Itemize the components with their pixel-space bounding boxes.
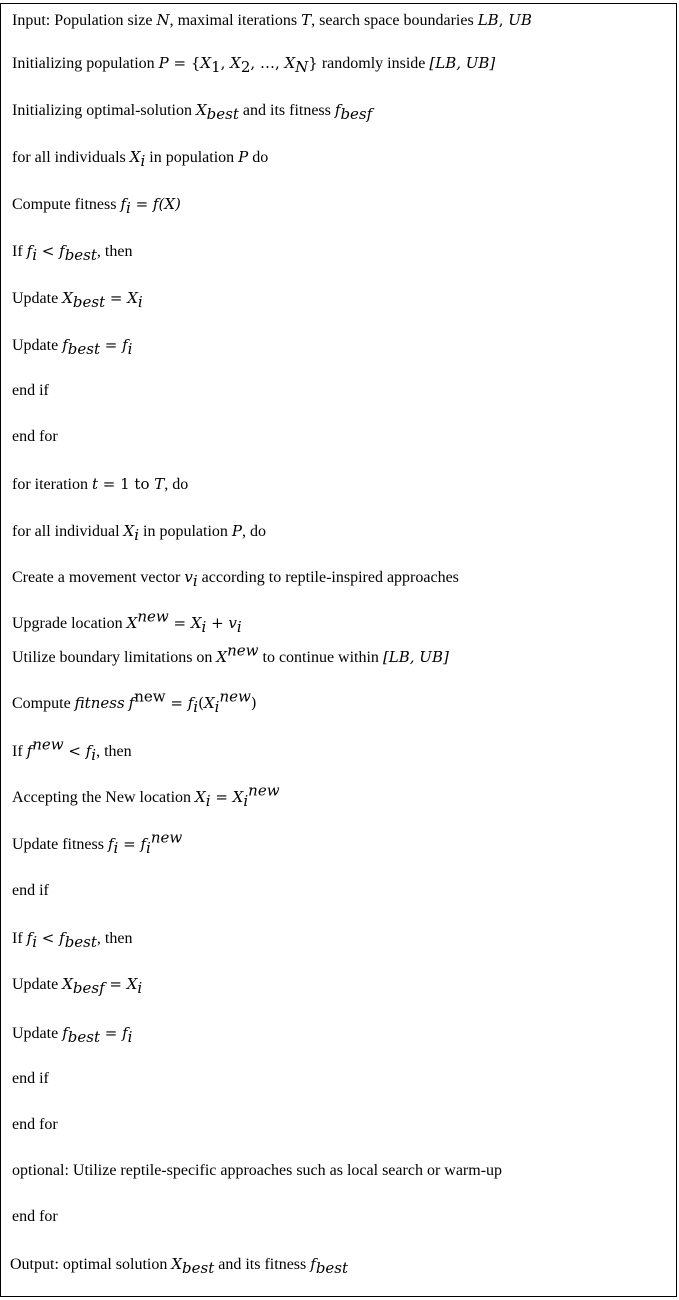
algorithm-line-update-fitness: Update fitness $f_i = f_i^{new}$	[12, 828, 183, 858]
algorithm-line-upgrade-location: Upgrade location $X^{new} = X_i + v_i$	[12, 607, 242, 637]
algorithm-line-compute-new-fitness: Compute fitness $f^{new} = f_i(X_i^{new})$	[12, 687, 257, 717]
algorithm-line-output: Output: optimal solution $X_{best}$ and its fitness $f_{best}$	[10, 1255, 349, 1278]
algorithm-line-end-for-3: end for	[12, 1208, 58, 1225]
algorithm-line-optional: optional: Utilize reptile-specific approaches such as local search or warm-up	[12, 1162, 503, 1179]
algorithm-line-update-fbest-2: Update $f_{best} = f_i$	[12, 1024, 133, 1047]
algorithm-line-boundary-limits: Utilize boundary limitations on $X^{new}$ to continue within [LB, UB]	[12, 641, 449, 666]
algorithm-line-for-all-individual: for all individual $X_i$ in population P, do	[12, 522, 267, 545]
algorithm-line-for-iteration: for iteration t = 1 to T, do	[12, 475, 189, 493]
algorithm-line-end-if-2: end if	[12, 882, 49, 899]
algorithm-line-update-xbest: Update $X_{best} = X_i$	[12, 289, 143, 312]
algorithm-line-end-for-2: end for	[12, 1116, 58, 1133]
algorithm-line-movement-vector: Create a movement vector $v_i$ according to reptile-inspired approaches	[12, 568, 459, 591]
algorithm-line-update-xbest-2: Update $X_{besf} = X_i$	[12, 975, 143, 998]
algorithm-line-accept-location: Accepting the New location $X_i = X_i^{new}$	[12, 781, 280, 811]
algorithm-line-update-fbest: Update $f_{best} = f_i$	[12, 336, 133, 359]
algorithm-line-if-better: If $f_i < f_{best}$, then	[12, 242, 133, 265]
algorithm-line-end-if: end if	[12, 382, 49, 399]
algorithm-line-end-if-3: end if	[12, 1070, 49, 1087]
algorithm-line-if-better-2: If $f_i < f_{best}$, then	[12, 929, 133, 952]
algorithm-line-init-best: Initializing optimal-solution $X_{best}$ and its fitness $f_{besf}$	[12, 101, 373, 124]
algorithm-line-if-new-better: If $f^{new} < f_i$, then	[12, 735, 132, 765]
algorithm-line-for-individuals: for all individuals $X_i$ in population P do	[12, 148, 269, 171]
algorithm-box	[0, 3, 677, 1297]
algorithm-line-input: Input: Population size N, maximal iterations T, search space boundaries LB, UB	[12, 11, 532, 29]
algorithm-line-compute-fitness: Compute fitness $f_i = f(X)$	[12, 195, 181, 218]
algorithm-line-init-population: Initializing population $P = \{X_1$, $X_2$, …, $X_N$} randomly inside [LB, UB]	[12, 54, 496, 77]
algorithm-line-end-for: end for	[12, 428, 58, 445]
